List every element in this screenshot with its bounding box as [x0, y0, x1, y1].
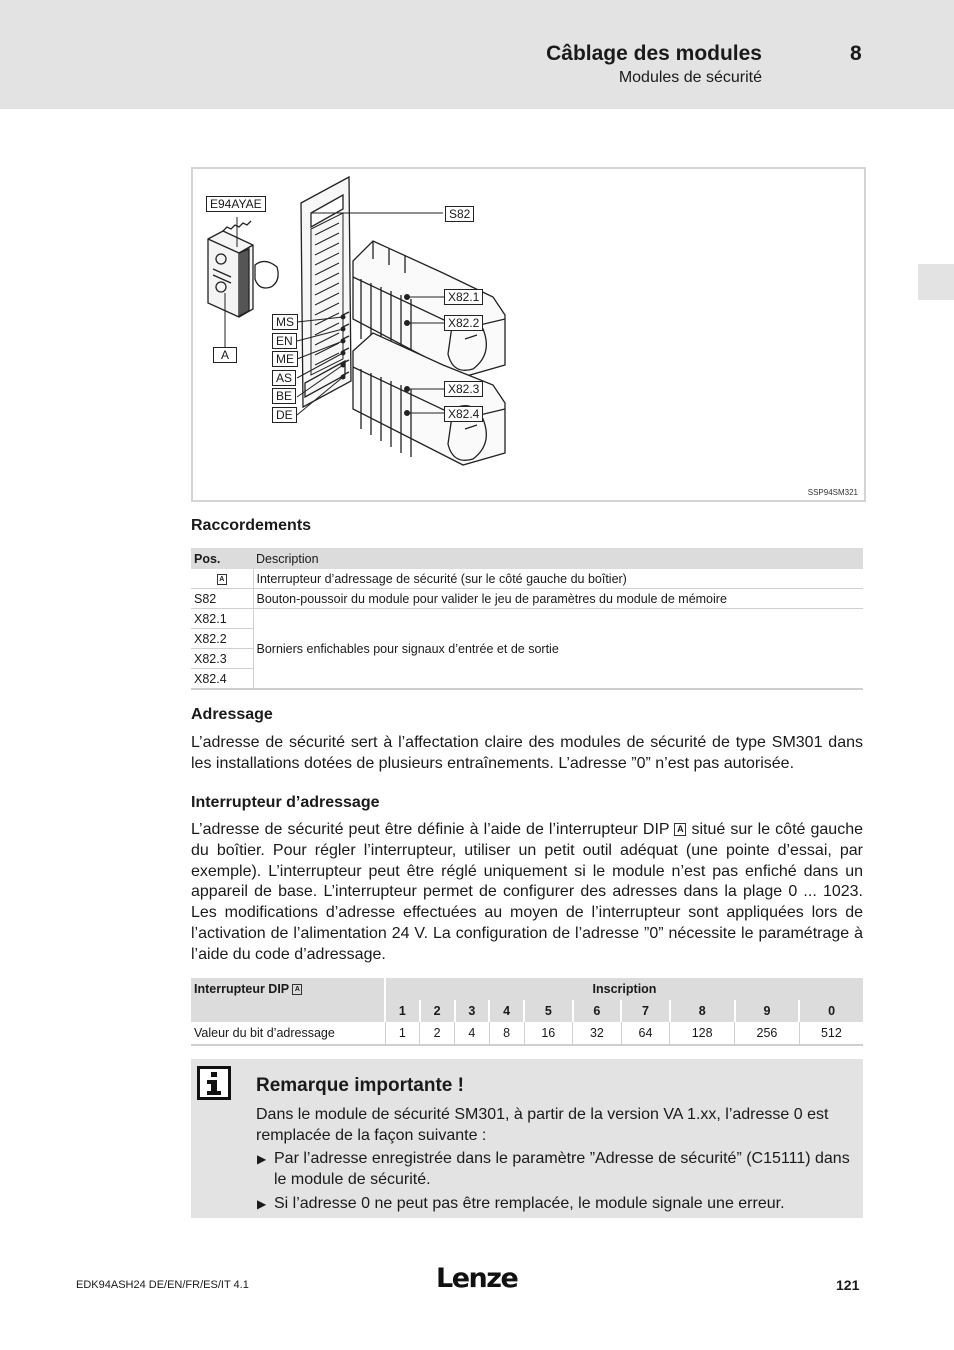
bit-value-cell: 256: [735, 1022, 800, 1045]
chapter-number: 8: [850, 42, 862, 65]
heading-interrupteur: Interrupteur d’adressage: [191, 794, 380, 811]
inscription-cell: 4: [489, 1000, 524, 1022]
interrupteur-text-before: L’adresse de sécurité peut être définie à l’aide de l’interrupteur DIP: [191, 821, 670, 838]
table-row: [191, 569, 863, 589]
page-number: 121: [836, 1277, 860, 1293]
heading-adressage: Adressage: [191, 706, 273, 723]
header-band: [0, 0, 954, 109]
label-me: ME: [272, 351, 298, 367]
cell-pos: S82: [191, 589, 253, 609]
bit-value-cell: 16: [524, 1022, 573, 1045]
table-header-row: [191, 978, 863, 1000]
label-de: DE: [272, 407, 297, 423]
label-x822: X82.2: [444, 315, 483, 331]
bit-value-cell: 32: [573, 1022, 622, 1045]
info-icon: [197, 1066, 231, 1100]
table-header-row: [191, 548, 863, 569]
label-x823: X82.3: [444, 381, 483, 397]
bit-value-cell: 8: [489, 1022, 524, 1045]
cell-desc: Bouton-poussoir du module pour valider le jeu de paramètres du module de mémoire: [253, 589, 863, 609]
row-label: Valeur du bit d’adressage: [191, 1022, 385, 1045]
cell-desc: Borniers enfichables pour signaux d’entrée et de sortie: [253, 609, 863, 690]
column-header-inscription: Inscription: [385, 978, 863, 1000]
label-en: EN: [272, 333, 297, 349]
inscription-cell: 9: [735, 1000, 800, 1022]
bit-value-cell: 64: [621, 1022, 670, 1045]
interrupteur-paragraph: [191, 820, 863, 966]
dip-header-label: Interrupteur DIP: [194, 982, 289, 996]
chapter-subtitle: Modules de sécurité: [618, 69, 762, 86]
cell-pos-a: [191, 569, 253, 589]
dip-switch-table: [191, 978, 863, 1046]
inscription-cell: 8: [670, 1000, 735, 1022]
interrupteur-text-after: situé sur le côté gauche du boîtier. Pour régler l’interrupteur, utiliser un petit outil adéquat (une pointe d’essai, par exemple). L’interrupteur peut être réglé uniquement si le module n’est pas enfiché dans un appareil de base. L’interrupteur permet de configurer des adresses dans la plage 0 ... 1023. Les modifications d’adresse effectuées au moyen de l’interrupteur sont appliquées lors de l’activation de l’alimentation 24 V. La configuration de l’adresse ”0” nécessite le paramétrage à l’aide du code d’adressage.: [191, 821, 863, 963]
cell-pos: X82.4: [191, 669, 253, 690]
marker-a: A: [217, 574, 227, 585]
note-title: Remarque importante !: [256, 1075, 464, 1096]
inscription-cell: 3: [455, 1000, 490, 1022]
note-bullet-text: Si l’adresse 0 ne peut pas être remplacée, le module signale une erreur.: [274, 1195, 785, 1212]
label-a: A: [213, 347, 237, 363]
note-bullet-1: [256, 1149, 856, 1190]
bit-value-cell: 512: [799, 1022, 863, 1045]
cell-pos: X82.1: [191, 609, 253, 629]
inscription-cell: 5: [524, 1000, 573, 1022]
triangle-right-icon: ▶: [257, 1152, 267, 1166]
connections-table: [191, 548, 863, 690]
note-text: Dans le module de sécurité SM301, à partir de la version VA 1.xx, l’adresse 0 est remplacée de la façon suivante :: [256, 1106, 829, 1144]
label-x824: X82.4: [444, 406, 483, 422]
chapter-title: Câblage des modules: [546, 42, 762, 65]
inscription-cell: 7: [621, 1000, 670, 1022]
bit-value-cell: 4: [455, 1022, 490, 1045]
column-header-pos: Pos.: [191, 548, 253, 569]
triangle-right-icon: ▶: [257, 1197, 267, 1211]
label-s82: S82: [445, 206, 474, 222]
label-x821: X82.1: [444, 289, 483, 305]
cell-pos: X82.2: [191, 629, 253, 649]
table-row: [191, 1022, 863, 1045]
column-header-dip: [191, 978, 385, 1022]
adressage-paragraph: L’adresse de sécurité sert à l’affectation claire des modules de sécurité de type SM301 dans les installations dotées de plusieurs entraînements. L’adresse ”0” n’est pas autorisée.: [191, 734, 863, 772]
bit-value-cell: 2: [420, 1022, 455, 1045]
lenze-logo: Lenze: [436, 1263, 518, 1294]
inscription-cell: 0: [799, 1000, 863, 1022]
marker-a: A: [292, 984, 302, 995]
bit-value-cell: 128: [670, 1022, 735, 1045]
label-ms: MS: [272, 314, 298, 330]
figure-reference: SSP94SM321: [807, 488, 858, 497]
footer-doc-id: EDK94ASH24 DE/EN/FR/ES/IT 4.1: [76, 1279, 249, 1291]
cell-pos: X82.3: [191, 649, 253, 669]
table-row: [191, 589, 863, 609]
bit-value-cell: 1: [385, 1022, 420, 1045]
label-model: E94AYAE: [206, 196, 266, 212]
heading-raccordements: Raccordements: [191, 517, 312, 534]
cell-desc: Interrupteur d’adressage de sécurité (sur le côté gauche du boîtier): [253, 569, 863, 589]
label-be: BE: [272, 388, 296, 404]
inscription-cell: 1: [385, 1000, 420, 1022]
marker-a: A: [674, 823, 686, 836]
note-bullet-2: [256, 1194, 856, 1215]
table-row: [191, 609, 863, 629]
inscription-cell: 2: [420, 1000, 455, 1022]
inscription-cell: 6: [573, 1000, 622, 1022]
chapter-side-tab: [918, 264, 954, 300]
column-header-description: Description: [253, 548, 863, 569]
module-figure: [191, 167, 866, 502]
important-note: [191, 1059, 863, 1218]
note-bullet-text: Par l’adresse enregistrée dans le paramètre ”Adresse de sécurité” (C15111) dans le module de sécurité.: [274, 1150, 850, 1188]
label-as: AS: [272, 370, 296, 386]
